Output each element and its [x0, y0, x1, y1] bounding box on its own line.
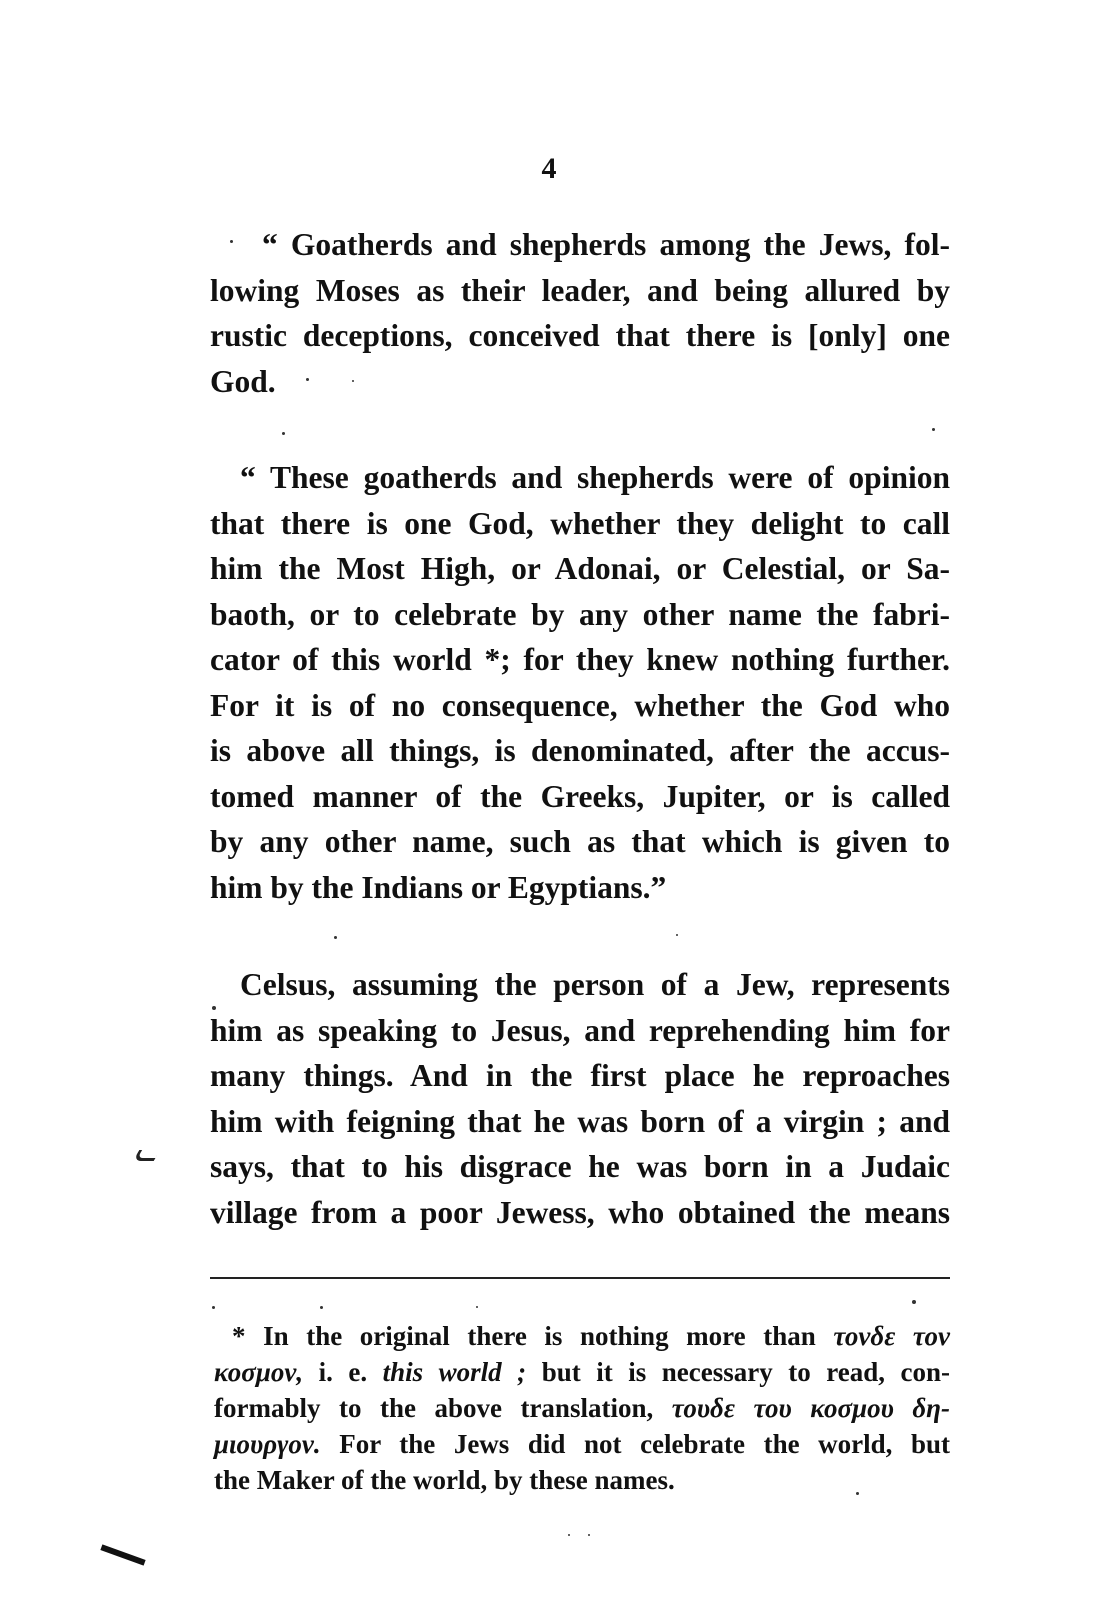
footnote-italic-text: this world ; [382, 1357, 527, 1387]
greek-text: τονδε τον [833, 1321, 950, 1351]
scan-speck [320, 1306, 323, 1309]
text-line: “ These goatherds and shepherds were of opinion [240, 460, 950, 495]
text-line: lowing Moses as their leader, and being allured by [210, 272, 950, 308]
scan-speck [306, 378, 309, 381]
footnote-line: the Maker of the world, by these names. [214, 1465, 675, 1495]
scan-speck [282, 432, 285, 435]
paragraph-one-god-quote [210, 455, 950, 910]
text-line: him by the Indians or Egyptians.” [210, 869, 667, 905]
text-line: village from a poor Jewess, who obtained the means [210, 1194, 950, 1230]
footnote-text: i. e. [303, 1357, 383, 1387]
paragraph-goatherds-quote [210, 222, 950, 404]
scan-speck [912, 1300, 916, 1304]
scan-speck [352, 380, 354, 382]
text-line: tomed manner of the Greeks, Jupiter, or is called [210, 778, 950, 814]
greek-text: τουδε του κοσμου δη- [671, 1393, 950, 1423]
footnote-line [214, 1318, 950, 1354]
text-line: “ Goatherds and shepherds among the Jews, fol- [262, 227, 950, 262]
text-line: God. [210, 363, 276, 399]
scan-speck [212, 1006, 216, 1010]
corner-mark [100, 1544, 145, 1565]
text-line: him as speaking to Jesus, and reprehending him for [210, 1012, 950, 1048]
paragraph-celsus [210, 962, 950, 1235]
text-line: baoth, or to celebrate by any other name the fabri- [210, 596, 950, 632]
scan-speck [588, 1534, 590, 1536]
text-line: by any other name, such as that which is given to [210, 824, 950, 859]
footnote [214, 1318, 950, 1498]
footnote-text: but it is necessary to read, con- [526, 1357, 950, 1387]
text-line: is above all things, is denominated, after the accus- [210, 733, 950, 768]
footnote-line [214, 1390, 950, 1426]
scan-speck [476, 1306, 478, 1308]
text-line: many things. And in the first place he reproaches [210, 1058, 950, 1093]
scan-speck [676, 934, 678, 936]
text-line: him with feigning that he was born of a virgin ; and [210, 1103, 950, 1139]
scan-speck [932, 428, 935, 431]
margin-mark [133, 1150, 160, 1161]
text-line: him the Most High, or Adonai, or Celestial, or Sa- [210, 551, 950, 586]
text-line: rustic deceptions, conceived that there is [only] one [210, 318, 950, 353]
text-line: says, that to his disgrace he was born in a Judaic [210, 1149, 950, 1184]
greek-text: μιουργον. [214, 1429, 321, 1459]
greek-text: κοσμον, [214, 1357, 304, 1387]
text-line: Celsus, assuming the person of a Jew, represents [240, 967, 950, 1002]
text-line: that there is one God, whether they delight to call [210, 505, 950, 541]
footnote-marker: * [232, 1321, 246, 1351]
text-line: cator of this world *; for they knew nothing further. [210, 642, 950, 677]
footnote-divider [210, 1277, 950, 1279]
footnote-text: For the Jews did not celebrate the world, but [320, 1429, 950, 1459]
scan-speck [230, 240, 233, 243]
scan-speck [568, 1534, 570, 1536]
footnote-text: formably to the above translation, [214, 1393, 672, 1423]
footnote-line [214, 1426, 950, 1462]
text-line: For it is of no consequence, whether the God who [210, 687, 950, 723]
page-number: 4 [541, 152, 557, 185]
scan-speck [212, 1306, 215, 1309]
scan-speck [334, 936, 337, 939]
footnote-line [214, 1354, 950, 1390]
footnote-text: In the original there is nothing more than [245, 1321, 834, 1351]
scan-speck [856, 1492, 859, 1495]
